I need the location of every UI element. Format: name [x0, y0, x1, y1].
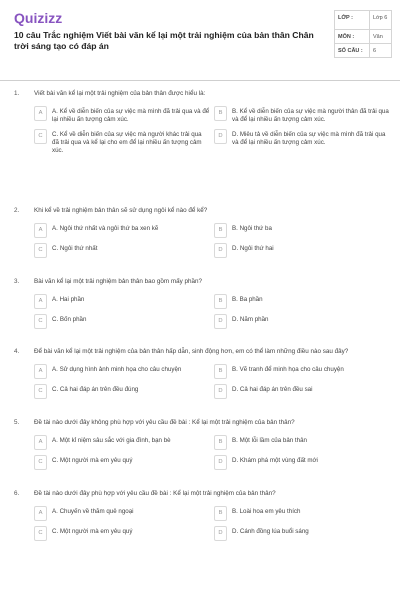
meta-row-count [335, 44, 391, 57]
option-text: C. Kể về diễn biến của sự việc mà người khác trải qua đã trải qua và kể lại cho em để lại nhiều ấn tượng cảm xúc. [52, 131, 202, 154]
option-letter-box: C [34, 455, 47, 470]
option-a[interactable] [34, 364, 210, 379]
question-text: Viết bài văn kể lại một trải nghiệm của bản thân được hiểu là: [34, 90, 206, 97]
subject-value: Văn [373, 34, 383, 40]
question-text: Khi kể về trải nghiệm bản thân sẽ sử dụng ngôi kể nào để kể? [34, 207, 208, 214]
option-a[interactable] [34, 223, 210, 238]
header-divider [0, 80, 400, 81]
option-letter-box: C [34, 526, 47, 541]
option-text: C. Cả hai đáp án trên đều đúng [52, 386, 139, 393]
option-letter-box: A [34, 435, 47, 450]
option-text: B. Vẽ tranh để minh họa cho câu chuyện [232, 366, 344, 373]
option-letter-box: C [34, 243, 47, 258]
option-d[interactable] [214, 129, 390, 155]
options [34, 223, 390, 258]
option-text: A. Ngôi thứ nhất và ngôi thứ ba xen kẽ [52, 225, 159, 232]
count-label: SỐ CÂU : [335, 44, 370, 57]
question-number: 4. [14, 348, 20, 355]
option-d[interactable] [214, 314, 390, 329]
option-text: A. Một kỉ niệm sâu sắc với gia đình, bạn bè [52, 437, 171, 444]
option-letter-box: D [214, 526, 227, 541]
option-text: D. Cả hai đáp án trên đều sai [232, 386, 313, 393]
meta-table [334, 10, 392, 58]
option-text: A. Kể về diễn biến của sự việc mà mình đã trải qua và để lại nhiều ấn tượng cảm xúc. [52, 108, 210, 123]
logo-text: Quizizz [14, 10, 63, 26]
options [34, 106, 390, 155]
option-b[interactable] [214, 223, 390, 238]
option-b[interactable] [214, 294, 390, 309]
count-value: 6 [373, 48, 377, 54]
question-number: 1. [14, 90, 20, 97]
subject-label: MÔN : [335, 30, 370, 43]
question-number: 2. [14, 207, 20, 214]
page-title: 10 câu Trắc nghiệm Viết bài văn kể lại một trải nghiệm của bản thân Chân trời sáng tạo có đáp án [14, 30, 314, 51]
option-d[interactable] [214, 455, 390, 470]
option-text: B. Kể về diễn biến của sự việc mà người thân đã trải qua và để lại nhiều ấn tượng cảm xúc. [232, 108, 389, 123]
question-text: Đề tài nào dưới đây phù hợp với yêu cầu đề bài : Kể lại một trải nghiệm của bản thân? [34, 490, 276, 497]
option-text: D. Năm phần [232, 316, 269, 323]
option-letter-box: C [34, 384, 47, 399]
option-text: A. Chuyến về thăm quê ngoại [52, 508, 134, 515]
option-letter-box: D [214, 384, 227, 399]
option-text: C. Một người mà em yêu quý [52, 528, 133, 535]
option-text: D. Miêu tả về diễn biến của sự việc mà mình đã trải qua và để lại nhiều ấn tượng cảm xúc. [232, 131, 386, 146]
option-letter-box: D [214, 243, 227, 258]
option-text: D. Khám phá một vùng đất mới [232, 457, 318, 464]
option-c[interactable] [34, 384, 210, 399]
options [34, 294, 390, 329]
option-letter-box: A [34, 294, 47, 309]
question-4 [14, 348, 390, 398]
question-6 [14, 490, 390, 540]
option-a[interactable] [34, 506, 210, 521]
question-number: 3. [14, 278, 20, 285]
class-value: Lớp 6 [373, 15, 388, 21]
option-letter-box: A [34, 106, 47, 121]
class-label: LỚP : [335, 11, 370, 29]
meta-row-class [335, 11, 391, 30]
options [34, 506, 390, 541]
option-b[interactable] [214, 506, 390, 521]
option-letter-box: B [214, 364, 227, 379]
question-2 [14, 207, 390, 257]
option-text: C. Ngôi thứ nhất [52, 245, 98, 252]
option-letter-box: C [34, 129, 47, 144]
question-text: Để bài văn kể lại một trải nghiệm của bản thân hấp dẫn, sinh động hơn, em có thể làm những điều nào sau đây? [34, 348, 349, 355]
option-text: B. Ba phần [232, 296, 263, 303]
option-letter-box: B [214, 106, 227, 121]
options [34, 364, 390, 399]
options [34, 435, 390, 470]
question-number: 6. [14, 490, 20, 497]
option-letter-box: D [214, 314, 227, 329]
option-text: B. Ngôi thứ ba [232, 225, 272, 232]
option-c[interactable] [34, 129, 210, 155]
quizizz-logo [14, 10, 76, 26]
question-text: Bài văn kể lại một trải nghiệm bản thân bao gồm mấy phần? [34, 278, 203, 285]
meta-row-subject [335, 30, 391, 44]
option-a[interactable] [34, 294, 210, 309]
option-text: B. Loài hoa em yêu thích [232, 508, 301, 515]
option-a[interactable] [34, 435, 210, 450]
option-d[interactable] [214, 243, 390, 258]
option-c[interactable] [34, 455, 210, 470]
option-letter-box: A [34, 364, 47, 379]
option-letter-box: B [214, 435, 227, 450]
option-letter-box: D [214, 129, 227, 144]
option-text: C. Một người mà em yêu quý [52, 457, 133, 464]
option-text: D. Cánh đồng lúa buổi sáng [232, 528, 309, 535]
option-b[interactable] [214, 364, 390, 379]
option-d[interactable] [214, 526, 390, 541]
option-letter-box: D [214, 455, 227, 470]
option-letter-box: A [34, 506, 47, 521]
question-1 [14, 90, 390, 170]
question-5 [14, 419, 390, 469]
option-letter-box: A [34, 223, 47, 238]
option-text: A. Hai phần [52, 296, 85, 303]
option-letter-box: B [214, 223, 227, 238]
option-d[interactable] [214, 384, 390, 399]
option-letter-box: B [214, 506, 227, 521]
question-3 [14, 278, 390, 328]
option-b[interactable] [214, 435, 390, 450]
option-b[interactable] [214, 106, 390, 124]
question-number: 5. [14, 419, 20, 426]
option-letter-box: B [214, 294, 227, 309]
option-text: B. Một lỗi lầm của bản thân [232, 437, 307, 444]
option-c[interactable] [34, 243, 210, 258]
option-c[interactable] [34, 314, 210, 329]
option-text: A. Sử dụng hình ảnh minh họa cho câu chuyện [52, 366, 182, 373]
option-text: D. Ngôi thứ hai [232, 245, 274, 252]
option-text: C. Bốn phần [52, 316, 87, 323]
option-c[interactable] [34, 526, 210, 541]
option-letter-box: C [34, 314, 47, 329]
question-text: Đề tài nào dưới đây không phù hợp với yêu cầu đề bài : Kể lại một trải nghiệm của bản thân? [34, 419, 295, 426]
option-a[interactable] [34, 106, 210, 124]
